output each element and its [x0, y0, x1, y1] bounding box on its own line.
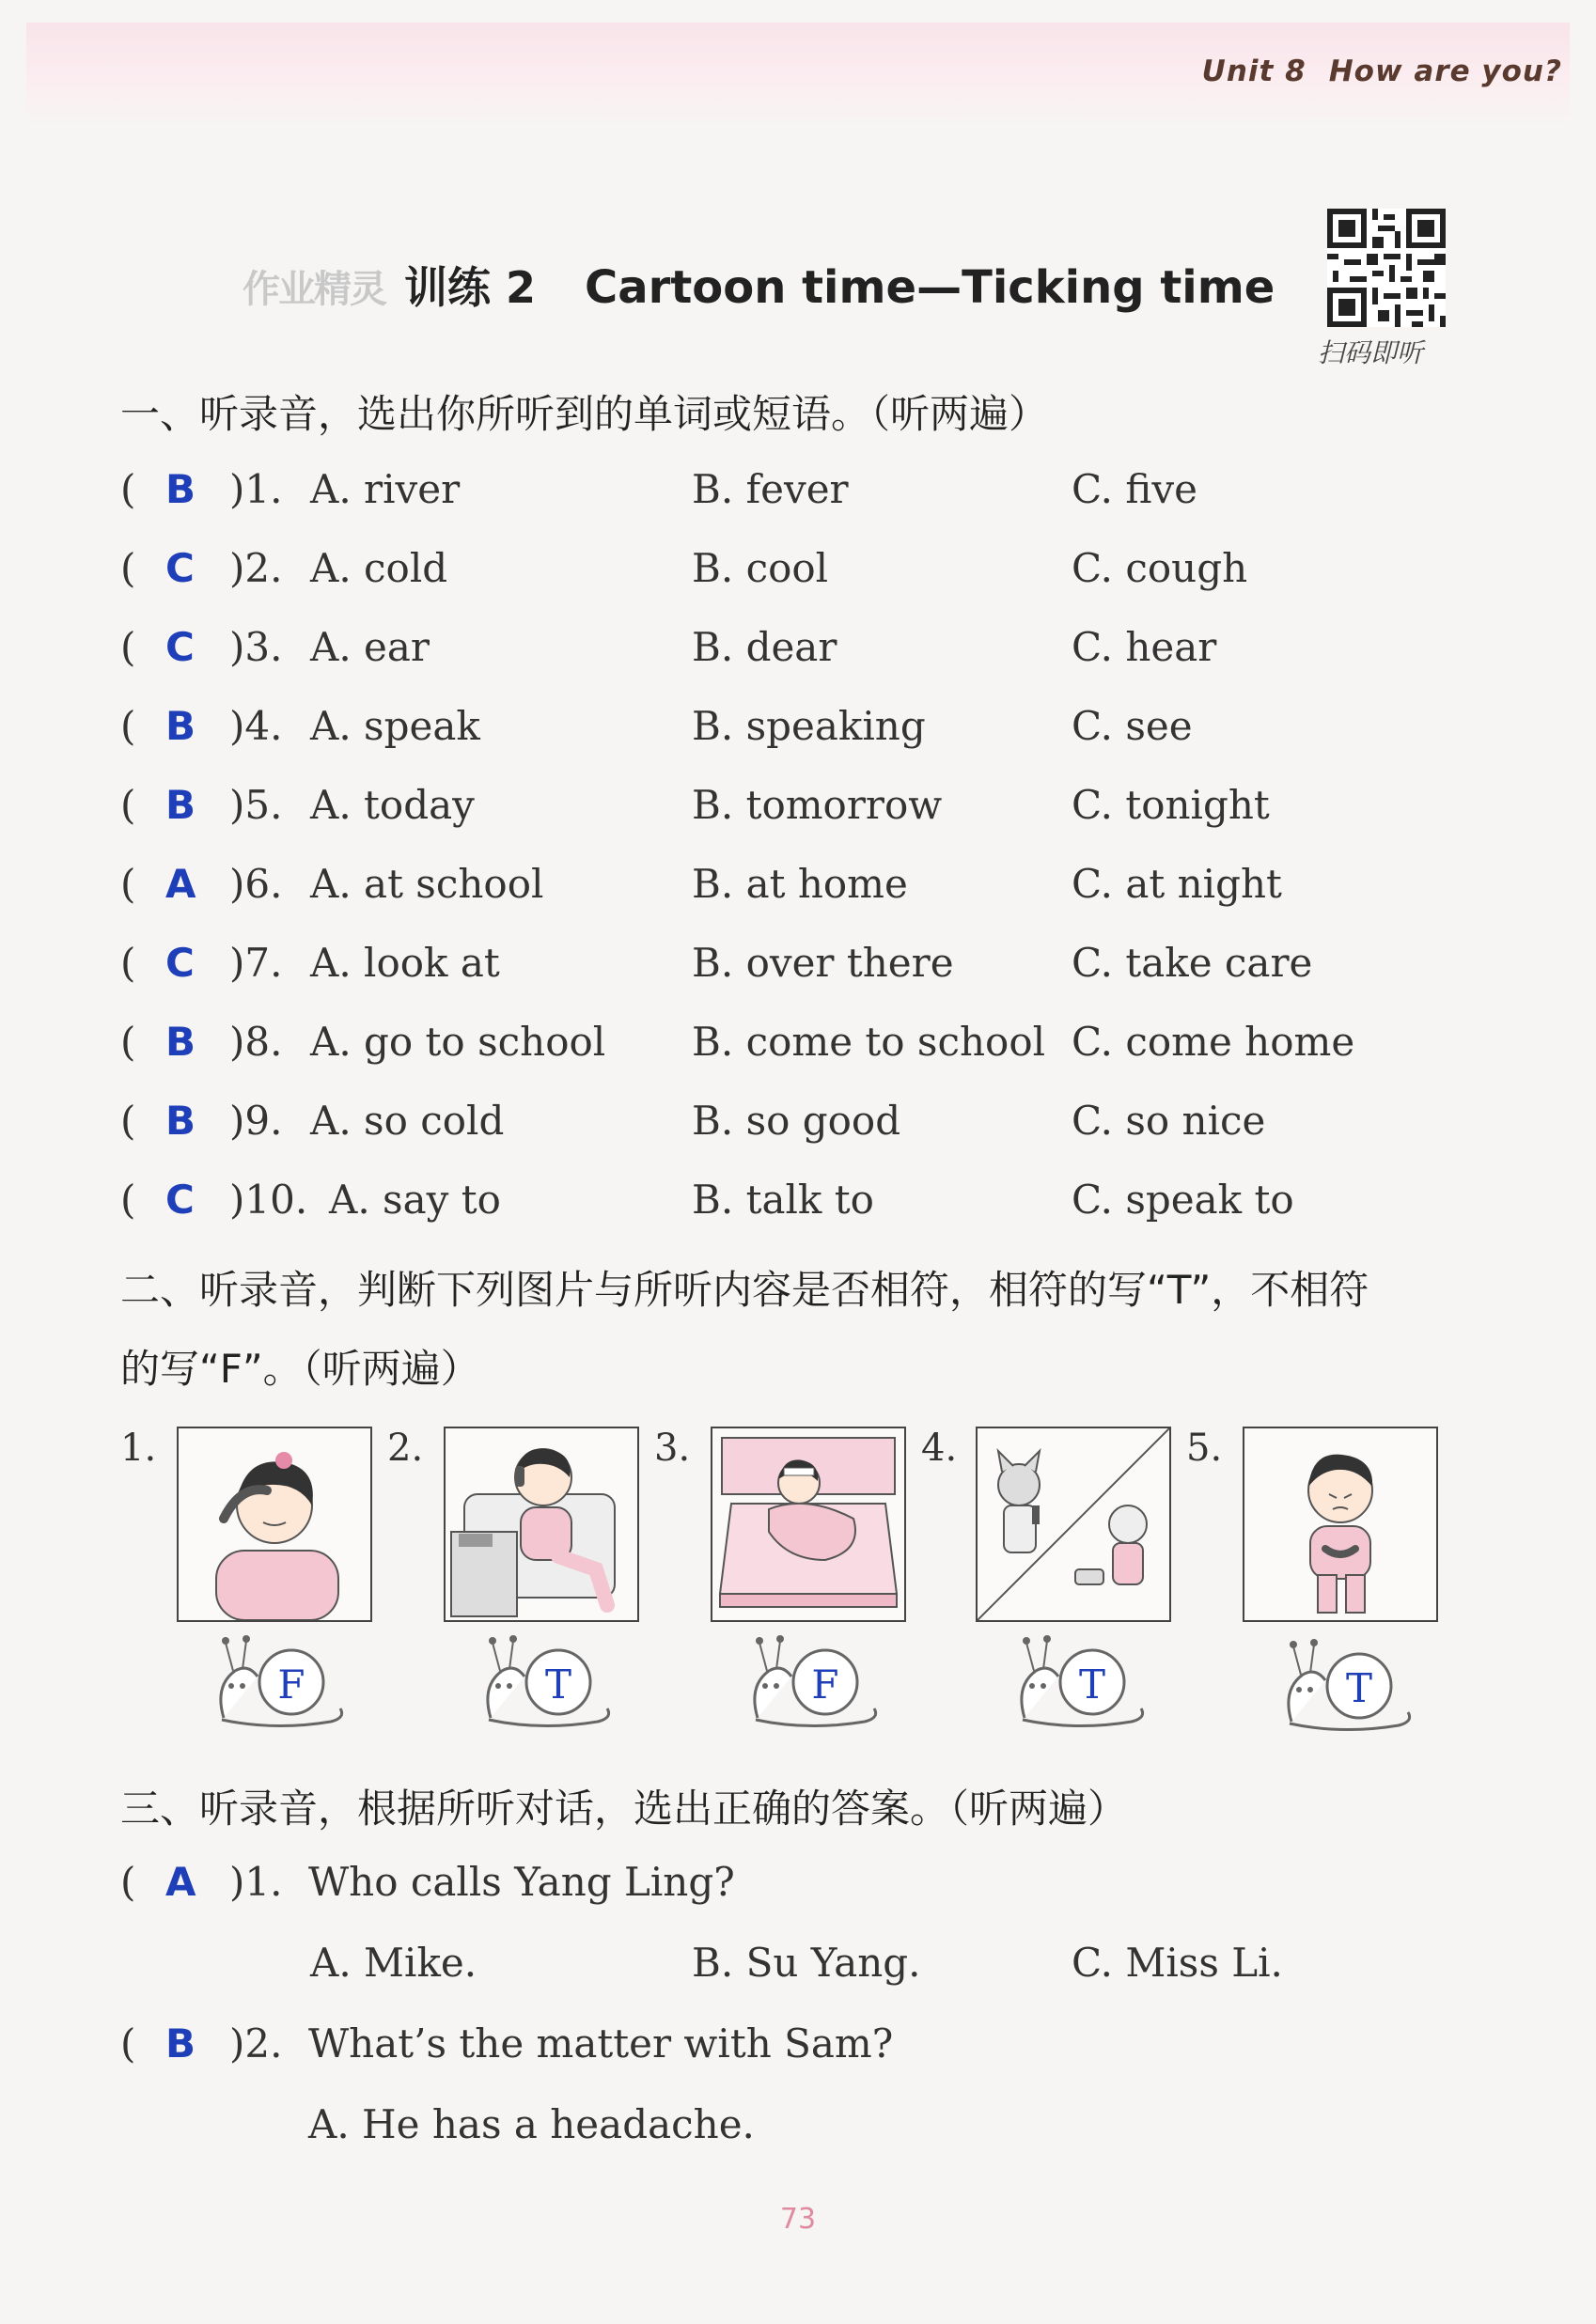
option-b: B. come to school: [692, 1019, 1046, 1065]
list-item: [120, 624, 1511, 680]
page-number: 73: [779, 2203, 817, 2236]
section2-title-line2: 的写“F”。（听两遍）: [120, 1346, 480, 1392]
option-c: C. cough: [1072, 545, 1248, 591]
option-c: C. see: [1072, 703, 1193, 749]
snail-answer-box: [209, 1630, 350, 1733]
option-a: A. He has a headache.: [308, 2101, 755, 2147]
option-c: C. at night: [1072, 861, 1282, 907]
picture-number: 3.: [654, 1427, 691, 1470]
item-number: )1.: [229, 1859, 283, 1905]
answer-slot[interactable]: B: [165, 1019, 196, 1065]
paren: (: [120, 545, 136, 591]
paren: (: [120, 1177, 136, 1223]
list-item: [120, 703, 1511, 759]
item-number: )2.: [229, 545, 283, 591]
option-b: B. over there: [692, 940, 954, 986]
paren: (: [120, 940, 136, 986]
question-text: Who calls Yang Ling?: [308, 1859, 735, 1905]
answer-slot[interactable]: C: [165, 940, 195, 986]
question-row: [120, 2020, 1511, 2077]
list-item: [120, 545, 1511, 601]
snail-answer-box: [1276, 1633, 1417, 1737]
option-c: C. five: [1072, 466, 1197, 512]
option-b: B. dear: [692, 624, 837, 670]
option-a: A. speak: [310, 703, 480, 749]
paren: (: [120, 782, 136, 828]
answer-slot[interactable]: A: [165, 861, 196, 907]
option-c: C. so nice: [1072, 1098, 1266, 1144]
paren: (: [120, 466, 136, 512]
list-item: [120, 782, 1511, 838]
picture-number: 2.: [387, 1427, 424, 1470]
paren: (: [120, 1859, 136, 1905]
question-options: [120, 1940, 1511, 1996]
watermark-logo: 作业精灵: [243, 268, 385, 311]
picture-number: 1.: [120, 1427, 157, 1470]
option-a: A. look at: [310, 940, 500, 986]
option-b: B. so good: [692, 1098, 901, 1144]
paren: (: [120, 2020, 136, 2067]
picture-phone-call: [976, 1427, 1171, 1622]
question-options: [120, 2101, 1511, 2158]
answer-slot[interactable]: C: [165, 545, 195, 591]
item-number: )5.: [229, 782, 283, 828]
option-a: A. cold: [310, 545, 448, 591]
judgement-answer[interactable]: T: [544, 1661, 571, 1708]
answer-slot[interactable]: B: [165, 703, 196, 749]
option-c: C. Miss Li.: [1072, 1940, 1283, 1986]
picture-girl-headache: [177, 1427, 372, 1622]
qr-code-icon[interactable]: [1327, 209, 1446, 327]
option-a: A. say to: [329, 1177, 501, 1223]
answer-slot[interactable]: C: [165, 624, 195, 670]
list-item: [120, 1177, 1511, 1233]
unit-topic: How are you?: [1328, 55, 1562, 88]
picture-boy-stomachache: [1243, 1427, 1438, 1622]
item-number: )8.: [229, 1019, 283, 1065]
paren: (: [120, 703, 136, 749]
paren: (: [120, 624, 136, 670]
section3-title: 三、听录音，根据所听对话，选出正确的答案。（听两遍）: [120, 1786, 1128, 1832]
unit-header: [1202, 55, 1562, 88]
option-c: C. tonight: [1072, 782, 1270, 828]
picture-number: 4.: [921, 1427, 958, 1470]
item-number: )2.: [229, 2020, 283, 2067]
title-en: Cartoon time—Ticking time: [585, 261, 1275, 314]
unit-label: Unit 8: [1201, 55, 1307, 88]
list-item: [120, 466, 1511, 523]
list-item: [120, 861, 1511, 917]
answer-slot[interactable]: B: [165, 1098, 196, 1144]
option-c: C. take care: [1072, 940, 1313, 986]
snail-answer-box: [743, 1630, 884, 1733]
snail-answer-box: [476, 1630, 617, 1733]
option-b: B. talk to: [692, 1177, 874, 1223]
snail-answer-box: [1009, 1630, 1150, 1733]
option-c: C. come home: [1072, 1019, 1355, 1065]
option-a: A. river: [310, 466, 461, 512]
answer-slot[interactable]: B: [165, 782, 196, 828]
paren: (: [120, 861, 136, 907]
judgement-answer[interactable]: T: [1078, 1661, 1105, 1708]
page-title: [404, 254, 1275, 316]
picture-girl-phone: [444, 1427, 639, 1622]
option-b: B. fever: [692, 466, 849, 512]
list-item: [120, 1098, 1511, 1154]
picture-number: 5.: [1186, 1427, 1223, 1470]
option-b: B. tomorrow: [692, 782, 943, 828]
list-item: [120, 1019, 1511, 1075]
answer-slot[interactable]: B: [165, 466, 196, 512]
section2-title-line1: 二、听录音，判断下列图片与所听内容是否相符，相符的写“T”，不相符: [120, 1267, 1369, 1313]
option-a: A. go to school: [310, 1019, 606, 1065]
picture-girl-in-bed: [711, 1427, 906, 1622]
question-row: [120, 1859, 1511, 1915]
option-c: C. speak to: [1072, 1177, 1294, 1223]
item-number: )3.: [229, 624, 283, 670]
qr-label: 扫码即听: [1318, 337, 1424, 368]
option-a: A. so cold: [310, 1098, 505, 1144]
option-c: C. hear: [1072, 624, 1217, 670]
option-a: A. at school: [310, 861, 544, 907]
paren: (: [120, 1019, 136, 1065]
item-number: )1.: [229, 466, 283, 512]
item-number: )7.: [229, 940, 283, 986]
option-a: A. ear: [310, 624, 430, 670]
answer-slot[interactable]: A: [165, 1859, 196, 1905]
paren: (: [120, 1098, 136, 1144]
answer-slot[interactable]: C: [165, 1177, 195, 1223]
item-number: )4.: [229, 703, 283, 749]
item-number: )10.: [229, 1177, 308, 1223]
option-a: A. Mike.: [310, 1940, 477, 1986]
judgement-answer[interactable]: F: [277, 1661, 305, 1708]
option-a: A. today: [310, 782, 475, 828]
answer-slot[interactable]: B: [165, 2020, 196, 2067]
judgement-answer[interactable]: T: [1345, 1665, 1372, 1711]
item-number: )6.: [229, 861, 283, 907]
option-b: B. speaking: [692, 703, 926, 749]
option-b: B. cool: [692, 545, 829, 591]
question-text: What’s the matter with Sam?: [308, 2020, 894, 2067]
item-number: )9.: [229, 1098, 283, 1144]
title-cn: 训练 2: [404, 262, 537, 313]
option-b: B. at home: [692, 861, 908, 907]
section1-title: 一、听录音，选出你所听到的单词或短语。（听两遍）: [120, 391, 1049, 437]
option-b: B. Su Yang.: [692, 1940, 921, 1986]
list-item: [120, 940, 1511, 996]
judgement-answer[interactable]: F: [811, 1661, 839, 1708]
